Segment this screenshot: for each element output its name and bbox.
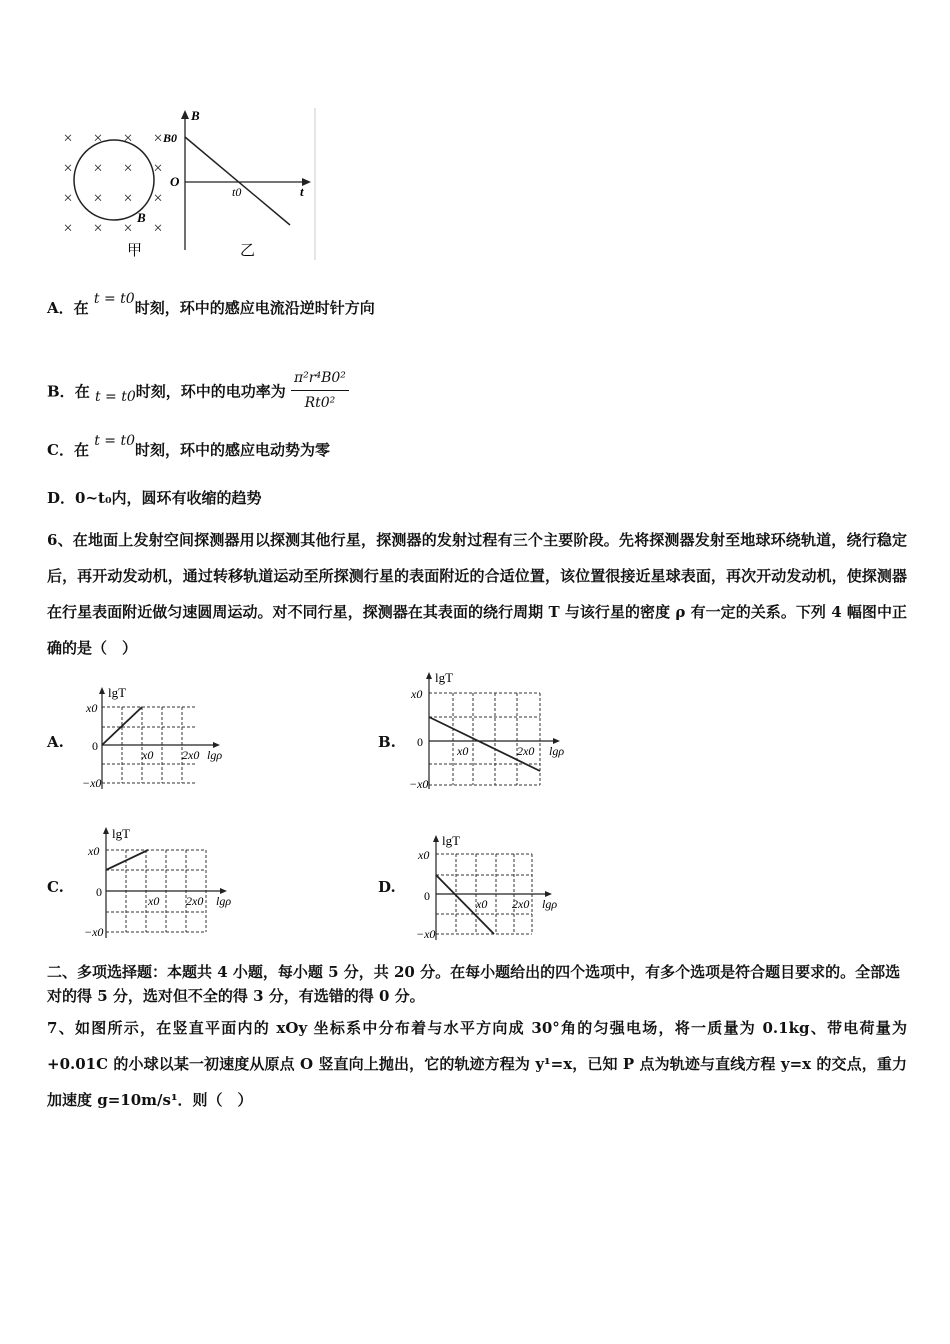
svg-text:lgT: lgT <box>108 685 127 700</box>
field-cross: × <box>123 130 133 147</box>
fraction-denominator: Rt0² <box>304 395 336 411</box>
condition-t-t0: t = t0 <box>94 388 136 405</box>
field-cross: × <box>93 130 103 147</box>
svg-text:x0: x0 <box>142 748 154 762</box>
svg-text:x0: x0 <box>457 744 469 758</box>
magnetic-field-crosses <box>63 130 162 237</box>
question-7-text: 7、如图所示，在竖直平面内的 xOy 坐标系中分布着与水平方向成 30°角的匀强电场，将一质量为 0.1kg、带电荷量为 +0.01C 的小球以某一初速度从原点 O 竖直向上抛出，它的轨迹方程为 y¹=x，已知 P 点为轨迹与直线方程 y=x 的交点，重力加速度 g=10m/s¹．则（ ） <box>47 1019 907 1109</box>
field-cross: × <box>153 160 163 177</box>
q6-option-b-label[interactable]: B. <box>378 733 396 751</box>
svg-text:−x0: −x0 <box>82 776 102 790</box>
metal-ring <box>74 140 154 220</box>
field-cross: × <box>63 130 73 147</box>
svg-text:lgρ: lgρ <box>207 748 223 762</box>
q6-option-a-label[interactable]: A. <box>47 733 64 751</box>
svg-text:lgT: lgT <box>112 826 131 841</box>
power-fraction <box>291 368 349 413</box>
svg-text:lgT: lgT <box>442 833 461 848</box>
svg-text:2x0: 2x0 <box>517 744 535 758</box>
svg-text:2x0: 2x0 <box>512 897 530 911</box>
field-cross: × <box>123 190 133 207</box>
q6-option-c-label[interactable]: C. <box>47 878 64 896</box>
figure-magnetic-ring <box>50 100 330 265</box>
svg-text:−x0: −x0 <box>409 777 429 791</box>
svg-text:lgρ: lgρ <box>542 897 558 911</box>
q5-option-b[interactable]: B．在 t = t0时刻，环中的电功率为 $\frac{\text{π²r⁴B0²}}{\text{Rt0²}}$ <box>47 370 349 415</box>
q6-graph-b[interactable] <box>405 667 580 792</box>
svg-text:lgT: lgT <box>435 670 454 685</box>
svg-text:x0: x0 <box>411 687 423 701</box>
field-cross: × <box>93 190 103 207</box>
svg-text:lgρ: lgρ <box>549 744 565 758</box>
field-cross: × <box>153 130 163 147</box>
origin-label: O <box>170 174 180 189</box>
caption-yi: 乙 <box>240 243 256 259</box>
field-cross: × <box>93 160 103 177</box>
svg-text:0: 0 <box>96 885 102 899</box>
condition-t-t0: t = t0 <box>93 291 135 307</box>
svg-text:x0: x0 <box>88 844 100 858</box>
q6-option-d-label[interactable]: D. <box>378 878 396 896</box>
field-cross: × <box>123 160 133 177</box>
fraction-numerator: π²r⁴B0² <box>291 368 349 391</box>
field-cross: × <box>63 220 73 237</box>
field-cross: × <box>63 160 73 177</box>
question-6-text: 6、在地面上发射空间探测器用以探测其他行星，探测器的发射过程有三个主要阶段。先将探测器发射至地球环绕轨道，绕行稳定后，再开动发动机，通过转移轨道运动至所探测行星的表面附近的合适位置，该位置很接近星球表面，再次开动发动机，使探测器在行星表面附近做匀速圆周运动。对不同行星，探测器在其表面的绕行周期 T 与该行星的密度 ρ 有一定的关系。下列 4 幅图中正确的是（ ） <box>47 531 907 657</box>
condition-t-t0: t = t0 <box>94 433 135 449</box>
graph-line <box>106 850 148 870</box>
svg-text:−x0: −x0 <box>84 925 104 939</box>
field-cross: × <box>153 190 163 207</box>
svg-text:0: 0 <box>424 889 430 903</box>
svg-text:x0: x0 <box>86 701 98 715</box>
svg-text:−x0: −x0 <box>416 927 436 941</box>
caption-jia: 甲 <box>127 243 143 259</box>
b-t-line <box>185 137 290 225</box>
t0-label: t0 <box>232 185 242 199</box>
svg-text:x0: x0 <box>148 894 160 908</box>
section-2-heading: 二、多项选择题：本题共 4 小题，每小题 5 分，共 20 分。在每小题给出的四个选项中，有多个选项是符合题目要求的。全部选对的得 5 分，选对但不全的得 3 分，有选错的得 0 分。 <box>47 963 901 1005</box>
q6-graph-a[interactable] <box>80 683 240 793</box>
ring-b-label: B <box>137 210 146 225</box>
svg-text:0: 0 <box>92 739 98 753</box>
svg-text:x0: x0 <box>476 897 488 911</box>
b-axis-label: B <box>191 108 200 123</box>
field-cross: × <box>63 190 73 207</box>
q5-option-d[interactable]: D．0~t₀内，圆环有收缩的趋势 <box>47 489 262 507</box>
field-cross: × <box>123 220 133 237</box>
svg-text:2x0: 2x0 <box>186 894 204 908</box>
b0-label: B0 <box>163 131 178 145</box>
q6-graph-d[interactable] <box>412 830 577 945</box>
q5-option-a[interactable]: A．在 t = t0时刻，环中的感应电流沿逆时针方向 <box>47 291 375 317</box>
svg-text:0: 0 <box>417 735 423 749</box>
q6-graph-c[interactable] <box>80 822 245 942</box>
t-axis-label: t <box>300 184 304 199</box>
svg-text:lgρ: lgρ <box>216 894 232 908</box>
svg-text:2x0: 2x0 <box>182 748 200 762</box>
q5-option-c[interactable]: C．在 t = t0时刻，环中的感应电动势为零 <box>47 433 331 459</box>
field-cross: × <box>153 220 163 237</box>
field-cross: × <box>93 220 103 237</box>
svg-text:x0: x0 <box>418 848 430 862</box>
